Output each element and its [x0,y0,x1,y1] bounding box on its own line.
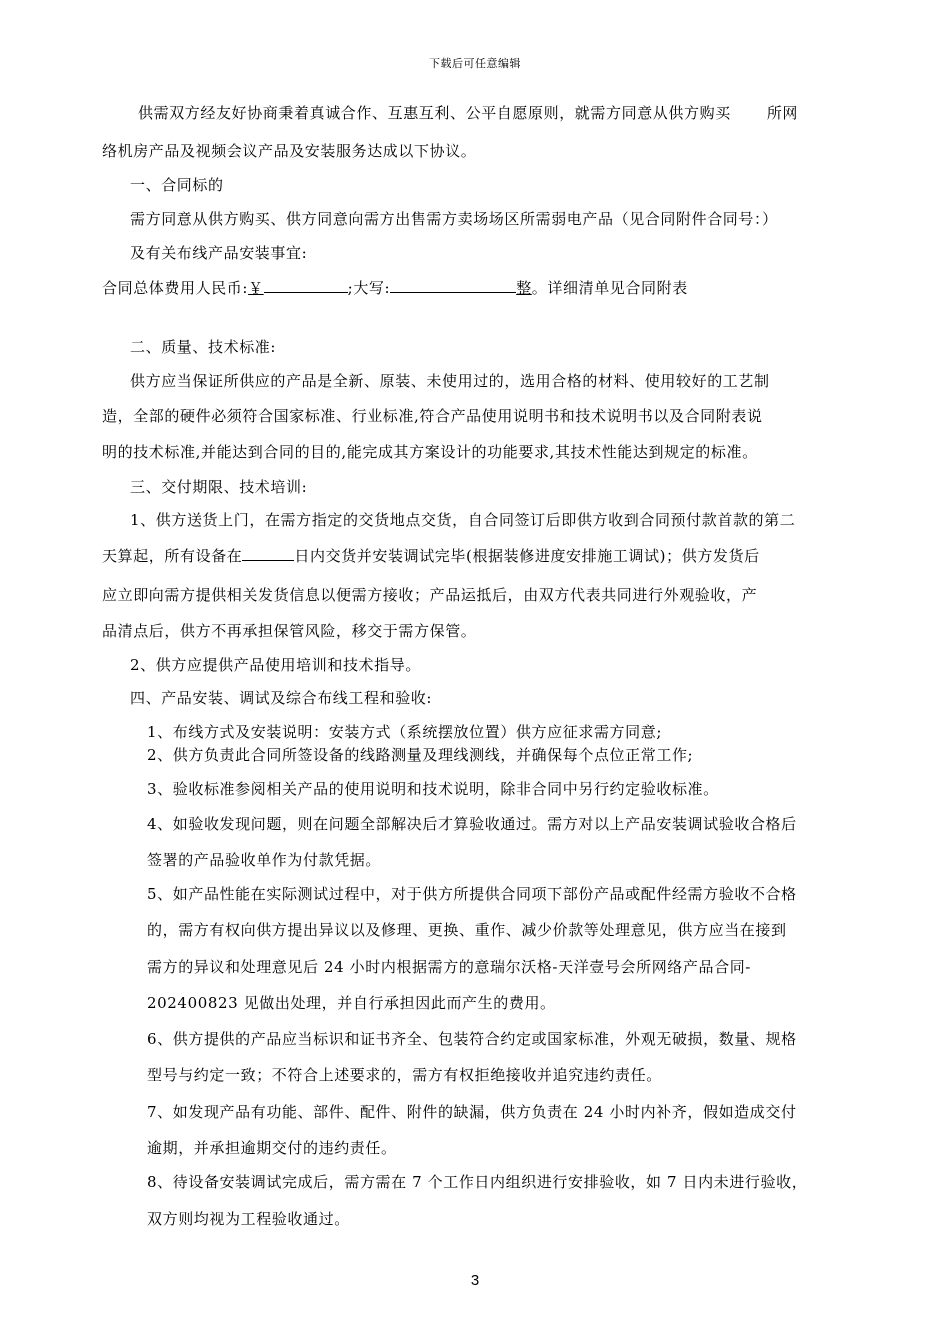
fee-label: 合同总体费用人民币: [102,279,249,297]
intro-line [138,104,850,122]
section-title: 一、合同标的 [130,176,224,194]
section-title: 二、质量、技术标准: [130,338,277,356]
list-item: 5、如产品性能在实际测试过程中，对于供方所提供合同项下部份产品或配件经需方验收不合格 [147,885,797,903]
list-item: 双方则均视为工程验收通过。 [147,1210,350,1228]
paragraph-line: 需方同意从供方购买、供方同意向需方出售需方卖场场区所需弱电产品（见合同附件合同号：） [130,210,778,228]
list-item: 逾期，并承担逾期交付的违约责任。 [147,1139,397,1157]
intro-line: 络机房产品及视频会议产品及安装服务达成以下协议。 [102,142,477,160]
yen-sign: ￥ [248,279,264,297]
page-number: 3 [470,1272,480,1289]
list-item: 6、供方提供的产品应当标识和证书齐全、包装符合约定或国家标准，外观无破损，数量、规格 [147,1030,797,1048]
zheng-text: 整 [516,279,532,297]
paragraph-line: 及有关布线产品安装事宜: [130,244,308,262]
paragraph-line: 明的技术标准,并能达到合同的目的,能完成其方案设计的功能要求,其技术性能达到规定的标准。 [102,443,758,461]
paragraph-text: 日内交货并安装调试完毕(根据装修进度安排施工调试)；供方发货后 [294,547,760,565]
list-item: 签署的产品验收单作为付款凭据。 [147,851,382,869]
list-item: 需方的异议和处理意见后 24 小时内根据需方的意瑞尔沃格-天洋壹号会所网络产品合同- [147,958,751,976]
daxie-label: ;大写: [347,279,391,297]
intro-text: 供需双方经友好协商秉着真诚合作、互惠互利、公平自愿原则，就需方同意从供方购买 [138,104,731,122]
paragraph-line [102,546,850,565]
list-item: 的，需方有权向供方提出异议以及修理、更换、重作、减少价款等处理意见，供方应当在接到 [147,921,787,939]
paragraph-line: 应立即向需方提供相关发货信息以便需方接收；产品运抵后，由双方代表共同进行外观验收，产 [102,586,758,604]
amount-blank [264,278,348,293]
list-item: 型号与约定一致；不符合上述要求的，需方有权拒绝接收并追究违约责任。 [147,1066,662,1084]
paragraph-line: 品清点后，供方不再承担保管风险，移交于需方保管。 [102,622,477,640]
daxie-blank [390,278,516,293]
paragraph-text: 天算起，所有设备在 [102,547,243,565]
list-item: 1、布线方式及安装说明：安装方式（系统摆放位置）供方应征求需方同意; [147,723,663,741]
days-blank [242,546,294,561]
page-header: 下载后可任意编辑 [429,57,521,70]
fee-tail: 。详细清单见合同附表 [531,279,688,297]
section-title: 三、交付期限、技术培训: [130,478,308,496]
list-item: 4、如验收发现问题，则在问题全部解决后才算验收通过。需方对以上产品安装调试验收合格后 [147,815,797,833]
intro-text: 所网 [766,104,799,122]
list-item: 2、供方负责此合同所签设备的线路测量及理线测线，并确保每个点位正常工作; [147,746,694,764]
fee-line [102,278,850,297]
list-item: 202400823 见做出处理，并自行承担因此而产生的费用。 [147,994,556,1012]
list-item: 3、验收标准参阅相关产品的使用说明和技术说明，除非合同中另行约定验收标准。 [147,780,719,798]
section-title: 四、产品安装、调试及综合布线工程和验收: [130,689,433,707]
paragraph-line: 1、供方送货上门，在需方指定的交货地点交货，自合同签订后即供方收到合同预付款首款的第二 [130,511,796,529]
paragraph-line: 2、供方应提供产品使用培训和技术指导。 [130,656,421,674]
paragraph-line: 供方应当保证所供应的产品是全新、原装、未使用过的，选用合格的材料、使用较好的工艺制 [130,372,770,390]
list-item: 7、如发现产品有功能、部件、配件、附件的缺漏，供方负责在 24 小时内补齐，假如造成交付 [147,1103,797,1121]
list-item: 8、待设备安装调试完成后，需方需在 7 个工作日内组织进行安排验收，如 7 日内未进行验收， [147,1173,808,1191]
paragraph-line: 造，全部的硬件必须符合国家标准、行业标准,符合产品使用说明书和技术说明书以及合同附表说 [102,407,763,425]
